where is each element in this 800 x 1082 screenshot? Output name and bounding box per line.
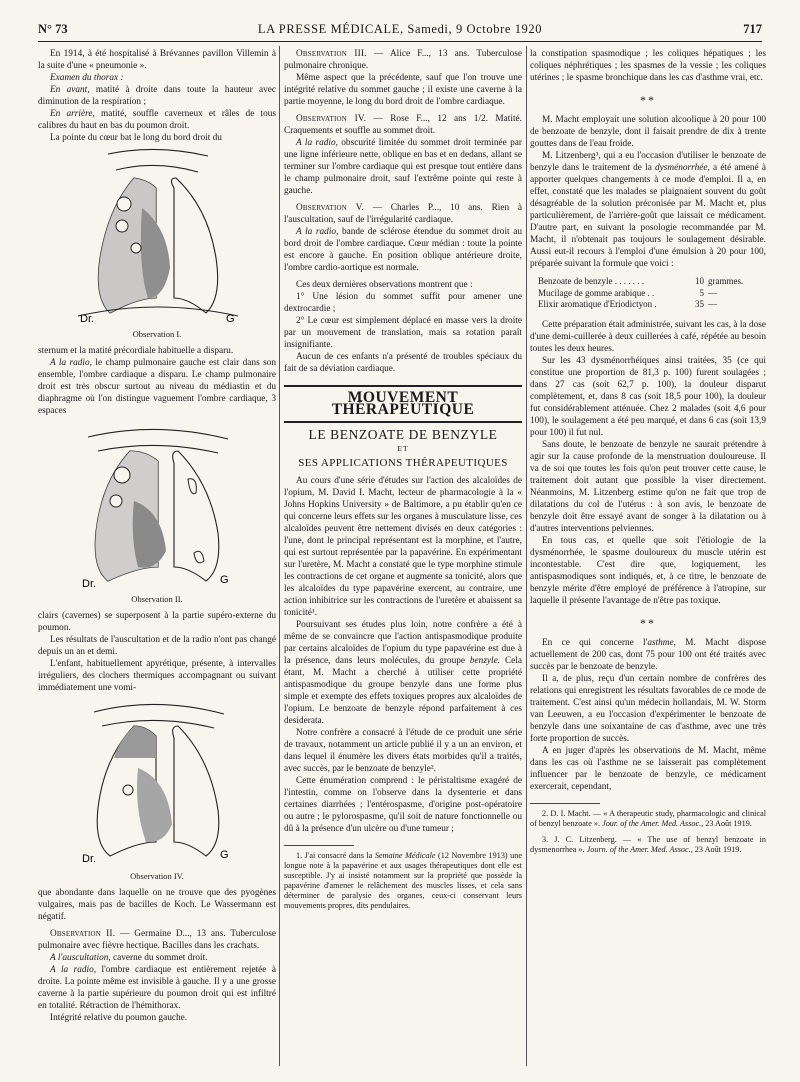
issue-number: N° 73	[38, 22, 68, 36]
paragraph	[284, 137, 522, 197]
paragraph: Au cours d'une série d'études sur l'action des alcaloïdes de l'opium, M. David I. Macht, lecteur de pharmacologie à la « Johns Hopkins University » de Baltimore, a pu établir qu'en ce qui concerne leurs effets sur les organes à musculature lisse, ces alcaloïdes peuvent être nettement divisés en deux catégories : l'une, dont le principal représentant est la morphine, et l'autre, qui est surtout représentée par la papavérine. En expérimentant sur l'uretère, M. Macht a constaté que le type morphine stimule les contractions de cet organe et augmente sa tonicité, alors que les alcaloïdes du type papavérine exercent, au contraire, une action inhibitrice sur les contractions de l'uretère et abaissent sa tonicité¹.	[284, 476, 522, 618]
paragraph: Cette préparation était administrée, suivant les cas, à la dose d'une demi-cuillerée à deux cuillerées à café, répétée au besoin toutes les deux heures.	[530, 319, 766, 354]
paragraph	[38, 84, 276, 108]
emphasis: Semaine Médicale	[374, 851, 436, 860]
paragraph: Même aspect que la précédente, sauf que l'on trouve une intégrité relative du sommet gauche ; il existe une caverne à la partie moyenne, le long du bord droit de l'ombre cardiaque.	[284, 73, 522, 107]
quantity: 10	[695, 276, 704, 286]
formula-row	[538, 276, 766, 288]
formula	[538, 276, 766, 311]
header-rule	[38, 41, 762, 42]
fig3-dr-label: Dr.	[82, 853, 97, 865]
paragraph: Aucun de ces enfants n'a présenté de troubles spéciaux du fait de sa déviation cardiaque.	[284, 352, 522, 374]
ingredient: Elixir aromatique d'Eriodictyon .	[538, 299, 657, 309]
lead: A la radio,	[296, 227, 339, 237]
emphasis: Jour. of the Amer. Med. Assoc.,	[602, 818, 704, 828]
ingredient: Benzoate de benzyle . . . . . . .	[538, 276, 644, 286]
lead: A l'auscultation,	[50, 953, 111, 963]
lead: En arrière,	[50, 109, 95, 119]
footnote-rule	[530, 803, 600, 804]
figure-observation-2	[38, 421, 276, 605]
text: — Germaine D..., 13 ans. Tuberculose pulmonaire avec fièvre hectique. Bacilles dans les crachats.	[38, 929, 276, 951]
text: matité, souffle caverneux et râles de tous calibres du haut en bas du poumon droit.	[38, 109, 276, 131]
ingredient: Mucilage de gomme arabique . .	[538, 287, 655, 298]
paragraph	[38, 108, 276, 132]
lead: Observation II.	[50, 929, 116, 939]
fig3-g-label: G	[220, 849, 229, 861]
figure-caption: Observation I.	[132, 329, 182, 339]
section-heading: MOUVEMENT THÉRAPEUTIQUE	[284, 385, 522, 423]
fig2-dr-label: Dr.	[82, 578, 97, 590]
text: En ce qui concerne l'	[542, 637, 648, 648]
column-3	[530, 48, 766, 855]
emphasis: dysménorrhée,	[655, 163, 710, 173]
paragraph: La pointe du cœur bat le long du bord droit du	[50, 133, 222, 143]
paragraph: la constipation spasmodique ; les coliques hépatiques ; les coliques néphrétiques ; les spasmes de la vessie ; les coliques utérines ; le spasme bronchique dans les cas d'asthme vrai, etc.	[530, 49, 766, 83]
paragraph: 2° Le cœur est simplement déplacé en masse vers la droite par un mouvement de translation, mais sa rotation paraît insignifiante.	[284, 316, 522, 350]
paragraph: M. Macht employait une solution alcoolique à 20 pour 100 de benzoate de benzyle, dont il faisait prendre de dix à trente gouttes dans de l'eau froide.	[530, 115, 766, 149]
paragraph: Les résultats de l'auscultation et de la radio n'ont pas changé depuis un an et demi.	[38, 635, 276, 657]
lead: Observation III.	[296, 49, 367, 59]
fig2-g-label: G	[220, 574, 229, 586]
text: caverne du sommet droit.	[110, 953, 208, 963]
figure-observation-4	[38, 698, 276, 882]
journal-title: LA PRESSE MÉDICALE, Samedi, 9 Octobre 1920	[257, 22, 543, 36]
paragraph	[284, 113, 522, 137]
paragraph	[284, 619, 522, 727]
paragraph: Sur les 43 dysménorrhéiques ainsi traitées, 35 (ce qui constitue une proportion de 81,3 p. 100) furent soulagées ; dans 27 cas (soit 62,7 p. 100), la douleur disparut complètement, et, dans 8 cas (soit 18,5 pour 100), la douleur fut considérablement atténuée. Chez 2 malades (soit 4,6 pour 100), le soulagement a été peu marqué, et dans 6 cas (soit 13,9 pour 100) il fut nul.	[530, 355, 766, 438]
paragraph: Il a, de plus, reçu d'un certain nombre de confrères des relations qui enregistrent les résultats favorables de ce mode de traitement. C'est ainsi qu'un médecin hollandais, M. W. Storm van Leeuwen, a eu l'occasion d'expérimenter le benzoate de benzyle dans une soixantaine de cas d'asthme, avec une très forte proportion de succès.	[530, 673, 766, 744]
paragraph: En tous cas, et quelle que soit l'étiologie de la dysménorrhée, le spasme douloureux du muscle utérin est incontestable. C'est dire que, logiquement, les antispasmodiques sont indiqués, et, à ce titre, le benzoate de benzyle mérite d'être employé de préférence à l'atropine, sur laquelle il présente l'avantage de n'être pas toxique.	[530, 535, 766, 606]
text: M. Litzenberg³, qui a eu l'occasion d'utiliser le benzoate de benzyle dans le traitement de la	[530, 151, 766, 173]
quantity: 35	[695, 299, 704, 309]
section-stars: **	[640, 93, 656, 107]
text: (12 Novembre 1913) une longue note à la papavérine et aux usages thérapeutiques dont elle est susceptible. J'y ai insisté notamment sur la propriété que possède la papavérine d'amener le relâchement des muscles lisses, et cela sans déterminer de paralysie des organes, ceux-ci conservant leurs mouvements propres, dits pendulaires.	[284, 851, 522, 910]
figure-observation-1	[38, 148, 276, 340]
footnote	[284, 851, 522, 911]
text: l'ombre cardiaque est entièrement rejetée à droite. La pointe même est invisible à gauche. Il y a une grosse caverne à la partie supérieure du poumon droit qui est infiltré en totalité. Rétraction de l'hémithorax.	[38, 965, 276, 1011]
paragraph	[530, 637, 766, 673]
column-2	[284, 48, 522, 911]
article-title: LE BENZOATE DE BENZYLE	[308, 427, 498, 442]
text: le champ pulmonaire gauche est clair dans son ensemble, l'ombre cardiaque a disparu. Le champ pulmonaire droit est très obscur surtout au niveau du médiastin et du diaphragme où l'on distingue vaguement l'ombre cardiaque, 3 espaces	[38, 358, 276, 416]
text: 2. D. I. Macht. — « A therapeutic study, pharmacologic and clinical of benzyl benzoate ».	[530, 808, 766, 828]
lead: Observation V.	[296, 203, 365, 213]
text: — Rose F..., 12 ans 1/2. Matité. Craquements et souffle au sommet droit.	[284, 114, 522, 136]
column-divider	[279, 46, 280, 1066]
lead: En avant,	[50, 85, 90, 95]
text: 23 Août 1919.	[692, 844, 742, 854]
paragraph	[284, 202, 522, 226]
formula-row	[538, 288, 766, 300]
text: Poursuivant ses études plus loin, notre confrère a été à même de se convaincre que l'action antispasmodique produite par certains alcaloïdes de l'opium du type papavérine est due à la présence, dans leurs molécules, du groupe	[284, 620, 522, 666]
lead: A la radio,	[50, 965, 97, 975]
unit: —	[708, 287, 717, 298]
quantity: 5	[699, 287, 704, 298]
thorax-drawing	[38, 421, 276, 591]
thorax-drawing	[38, 698, 276, 868]
text: obscurité limitée du sommet droit terminée par une ligne inférieure nette, oblique en bas et en dedans, allant se terminer sur l'ombre cardiaque qui est presque tout entière dans le champ pulmonaire droit, sauf l'extrême pointe qui reste à gauche.	[284, 138, 522, 196]
paragraph: A en juger d'après les observations de M. Macht, même dans les cas où l'asthme ne se laisserait pas complètement influencer par le benzoate de benzyle, ce médicament exercerait, cependant,	[530, 745, 766, 792]
article-subtitle: SES APPLICATIONS THÉRAPEUTIQUES	[298, 457, 508, 469]
paragraph	[38, 928, 276, 952]
footnote-rule	[284, 845, 354, 846]
figure-caption: Observation II.	[131, 594, 183, 604]
paragraph: L'enfant, habituellement apyrétique, présente, à intervalles irréguliers, des clochers thermiques accompagnant ou suivant immédiatement une vomi-	[38, 659, 276, 693]
text: 1. J'ai consacré dans la	[296, 851, 375, 860]
paragraph	[38, 952, 276, 964]
paragraph: 1° Une lésion du sommet suffit pour amener une dextrocardie ;	[284, 292, 522, 314]
column-divider	[526, 46, 527, 1066]
text: bande de sclérose étendue du sommet droit au bord droit de l'ombre cardiaque. Cœur médian : toute la pointe est encore à gauche. En position oblique antérieure droite, l'ombre cardio-aortique est normale.	[284, 227, 522, 273]
section-stars: **	[640, 615, 656, 630]
lead: A la radio,	[50, 358, 92, 368]
paragraph	[38, 357, 276, 417]
text: — Charles P..., 10 ans. Rien à l'auscultation, sauf de l'irrégularité cardiaque.	[284, 203, 522, 225]
text: matité à droite dans toute la hauteur avec diminution de la respiration ;	[38, 85, 276, 107]
paragraph	[284, 48, 522, 72]
text: 3. J. C. Litzenberg. — « The use of benzyl benzoate in dysmenorrhea ».	[530, 834, 766, 854]
text: Cela étant, M. Macht a cherché à utiliser cette propriété antispasmodique du groupe benzyle dans une forme plus simple et exempte des effets toxiques propres aux alcaloïdes de l'opium. Le benzoate de benzyle répond parfaitement à ces desiderata.	[284, 656, 522, 726]
page-number: 717	[743, 22, 762, 36]
paragraph	[38, 964, 276, 1012]
paragraph: Cette énumération comprend : le péristaltisme exagéré de l'intestin, comme on l'observe dans la dysenterie et dans certaines diarrhées ; l'entérospasme, d'origine post-opératoire ou autre ; le pylorospasme, qu'il soit de nature fonctionnelle ou dû à la présence d'un ulcère ou d'une tumeur ;	[284, 776, 522, 834]
emphasis: asthme,	[647, 637, 676, 648]
figure-caption: Observation IV.	[130, 871, 184, 881]
paragraph: Ces deux dernières observations montrent que :	[296, 280, 473, 290]
unit: —	[708, 299, 717, 309]
page-header	[38, 22, 762, 40]
paragraph: Examen du thorax :	[50, 73, 124, 83]
text: M. Macht dispose actuellement de 200 cas, dont 75 pour 100 ont été traités avec succès par le benzoate de benzyle.	[530, 637, 766, 672]
paragraph: Notre confrère a consacré à l'étude de ce produit une série de travaux, notamment un article publié il y a un an environ, et dans lequel il énumère les divers états morbides qu'il a traités, avec succès, par le benzoate de benzyle².	[284, 728, 522, 774]
paragraph: Intégrité relative du poumon gauche.	[50, 1013, 188, 1023]
column-1	[38, 48, 276, 1024]
text: 23 Août 1919.	[703, 818, 752, 828]
emphasis: benzyle.	[469, 656, 501, 666]
paragraph	[530, 150, 766, 270]
paragraph	[284, 226, 522, 274]
article-conjunction: ET	[397, 444, 409, 453]
unit: grammes.	[708, 276, 744, 286]
fig1-dr-label: Dr.	[80, 313, 95, 325]
thorax-drawing	[38, 148, 276, 326]
lead: A la radio,	[296, 138, 338, 148]
paragraph: que abondante dans laquelle on ne trouve que des pyogènes vulgaires, mais pas de bacilles de Koch. Le Wassermann est négatif.	[38, 888, 276, 922]
fig1-g-label: G	[226, 313, 235, 325]
text: — Alice F..., 13 ans. Tuberculose pulmonaire chronique.	[284, 49, 522, 71]
footnote	[530, 835, 766, 855]
text: a été amené à apporter quelques changements à ce mode d'emploi. Il a, en effet, constaté que les malades se plaignaient souvent du goût désagréable de la solution préconisée par M. Macht et, plus particulièrement, de l'arrière-goût que laissait ce médicament. D'autre part, en suivant la posologie recommandée par M. Macht, il n'obtenait pas toujours le soulagement désirable. Aussi eut-il recours à l'emploi d'une émulsion à 20 pour 100, préparée suivant la formule que voici :	[530, 163, 766, 269]
lead: Observation IV.	[296, 114, 367, 124]
paragraph: clairs (cavernes) se superposent à la partie supéro-externe du poumon.	[38, 611, 276, 633]
emphasis: Journ. of the Amer. Med. Assoc.,	[586, 844, 693, 854]
paragraph: En 1914, à été hospitalisé à Brévannes pavillon Villemin à la suite d'une « pneumonie ».	[38, 49, 276, 71]
paragraph: Sans doute, le benzoate de benzyle ne saurait prétendre à agir sur la cause profonde de la menstruation douloureuse. Il va de soi que toutes les fois qu'on peut trouver cette cause, le traitement doit autant que possible la viser directement. Néanmoins, M. Litzenberg estime qu'on ne fait que trop de dilatations du col de l'utérus : à son avis, le benzoate de benzyle doit être essayé avant de songer à la dilatation ou à d'autres interventions pelviennes.	[530, 439, 766, 534]
formula-row	[538, 299, 766, 311]
footnote	[530, 809, 766, 829]
paragraph: sternum et la matité précordiale habituelle a disparu.	[38, 346, 234, 356]
